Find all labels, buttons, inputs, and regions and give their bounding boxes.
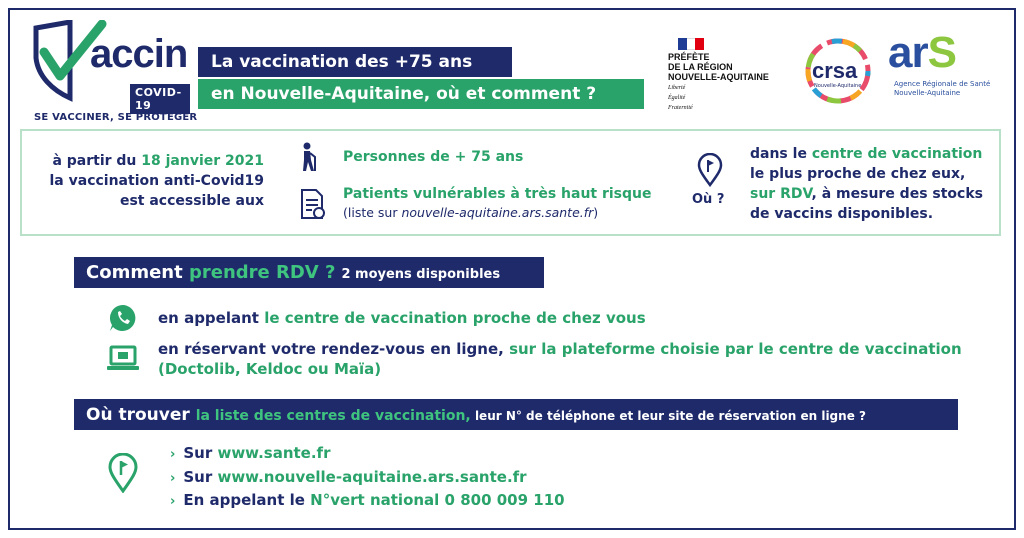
whatsapp-phone-icon [108,303,138,333]
list-item-ars [170,468,527,486]
method-online-green: sur la plateforme choisie par le centre de vaccination [509,340,962,358]
crsa-name: crsa [812,58,858,83]
where-l3-green: sur RDV [750,186,812,202]
where-l4: de vaccins disponibles. [750,206,934,222]
where-l3-post: , à mesure des stocks [811,186,983,202]
french-flag-icon [678,38,704,50]
crsa-logo [798,38,878,108]
where-to-find-banner [74,399,958,430]
logo-word: accin [90,32,188,76]
prefecture-motto-1: Liberté [668,85,686,91]
note-suffix: ) [593,205,599,220]
where-l1-green: centre de vaccination [811,146,983,162]
ars-site-link[interactable]: nouvelle-aquitaine.ars.sante.fr [401,205,594,220]
eligible-vulnerable: Patients vulnérables à très haut risque [343,186,652,202]
find-part-3: leur N° de téléphone et leur site de réservation en ligne ? [470,409,866,423]
prefecture-line-2: DE LA RÉGION [668,62,733,72]
intro-line-3: est accessible aux [119,193,264,209]
intro-line-2: la vaccination anti-Covid19 [49,173,264,189]
prefecture-logo [668,38,792,112]
how-part-2: prendre RDV ? [188,262,336,283]
title-line-2: en Nouvelle-Aquitaine, où et comment ? [198,79,644,109]
logo-badge: COVID-19 [130,84,190,114]
ars-name [888,28,956,78]
prefecture-line-1: PRÉFÈTE [668,52,710,62]
method-phone-green: le centre de vaccination proche de chez vous [264,309,646,327]
crsa-sub: Nouvelle-Aquitaine [814,83,862,89]
prefecture-motto-3: Fraternité [668,105,693,111]
intro-date: 18 janvier 2021 [141,153,264,169]
where-text [750,144,990,224]
list-item-sante [170,444,330,462]
method-online [158,340,962,358]
item3-pre: En appelant le [183,491,311,509]
where-label: Où ? [692,192,725,207]
location-pin-icon [108,453,138,493]
ars-sub-1: Agence Régionale de Santé [894,80,991,88]
how-part-1: Comment [86,262,189,283]
how-to-book-banner [74,257,544,288]
chevron-right-icon: › [170,447,176,462]
logo-slogan: SE VACCINER, SE PROTÉGER [34,112,198,123]
vulnerable-list-note [343,205,598,220]
laptop-icon [106,345,140,373]
method-phone-pre: en appelant [158,309,265,327]
prefecture-motto-2: Égalité [668,95,686,101]
chevron-right-icon: › [170,471,176,486]
medical-document-icon [300,188,326,220]
find-part-2: la liste des centres de vaccination, [195,408,471,424]
chevron-right-icon: › [170,494,176,509]
title-line-1: La vaccination des +75 ans [198,47,512,77]
national-hotline: N°vert national 0 800 009 110 [310,491,565,509]
ars-sub-2: Nouvelle-Aquitaine [894,89,961,97]
note-prefix: (liste sur [343,205,402,220]
item1-pre: Sur [183,444,218,462]
location-pin-icon [697,153,723,187]
how-part-3: 2 moyens disponibles [341,267,501,282]
ars-na-link[interactable]: www.nouvelle-aquitaine.ars.sante.fr [217,468,527,486]
intro-prefix: à partir du [52,153,142,169]
prefecture-line-3: NOUVELLE-AQUITAINE [668,72,769,82]
method-phone [158,309,646,327]
ars-logo [888,28,1004,106]
ars-name-s: S [927,28,956,77]
sante-link[interactable]: www.sante.fr [217,444,331,462]
list-item-phone [170,491,565,509]
eligibility-intro [44,151,264,211]
where-l2: le plus proche de chez eux, [750,166,966,182]
method-online-pre: en réservant votre rendez-vous en ligne, [158,340,510,358]
item2-pre: Sur [183,468,218,486]
where-l1-pre: dans le [750,146,812,162]
find-part-1: Où trouver [86,405,196,425]
vaccin-covid-logo [30,20,198,123]
method-online-platforms: (Doctolib, Keldoc ou Maïa) [158,360,382,378]
elderly-person-icon [298,142,322,172]
ars-name-a: ar [888,28,928,77]
eligible-75-plus: Personnes de + 75 ans [343,149,524,165]
